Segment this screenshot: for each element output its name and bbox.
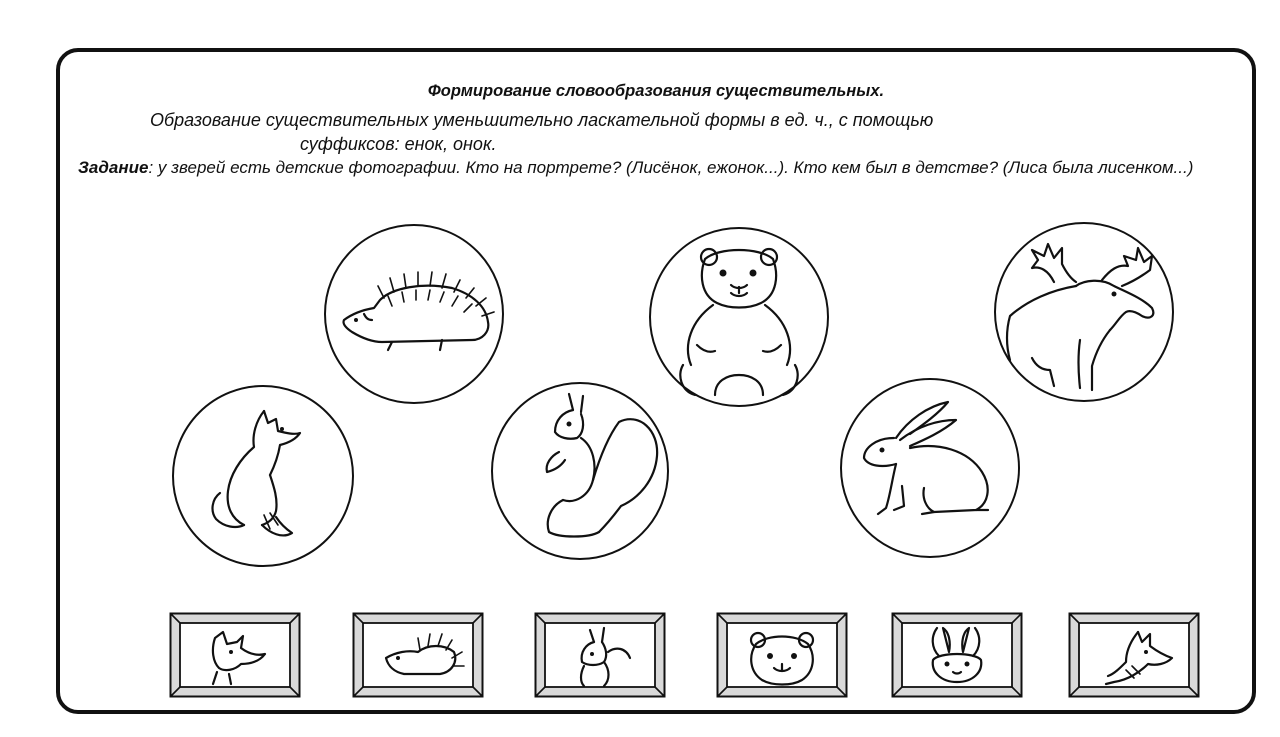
task-label: Задание bbox=[78, 158, 149, 177]
hedgehog-portrait[interactable] bbox=[322, 222, 506, 406]
wolf-cub-photo[interactable] bbox=[1068, 612, 1200, 698]
subtitle-line-2: суффиксов: енок, онок. bbox=[300, 134, 497, 154]
squirrel-portrait[interactable] bbox=[489, 380, 671, 562]
hedgehog-cub-photo[interactable] bbox=[352, 612, 484, 698]
task-instruction bbox=[78, 156, 1248, 180]
bear-portrait[interactable] bbox=[647, 225, 831, 409]
squirrel-cub-photo[interactable] bbox=[534, 612, 666, 698]
subtitle-line-1: Образование существительных уменьшительно ласкательной формы в ед. ч., с помощью bbox=[150, 110, 934, 130]
hare-portrait[interactable] bbox=[838, 376, 1022, 560]
fox-cub-photo[interactable] bbox=[169, 612, 301, 698]
fox-portrait[interactable] bbox=[170, 383, 356, 569]
task-text: : у зверей есть детские фотографии. Кто на портрете? (Лисёнок, ежонок...). Кто кем был в детстве? (Лиса была лисенком...) bbox=[148, 158, 1194, 177]
hare-cub-photo[interactable] bbox=[891, 612, 1023, 698]
bear-cub-photo[interactable] bbox=[716, 612, 848, 698]
worksheet-subtitle bbox=[150, 108, 1230, 156]
worksheet-title: Формирование словообразования существительных. bbox=[427, 82, 885, 100]
